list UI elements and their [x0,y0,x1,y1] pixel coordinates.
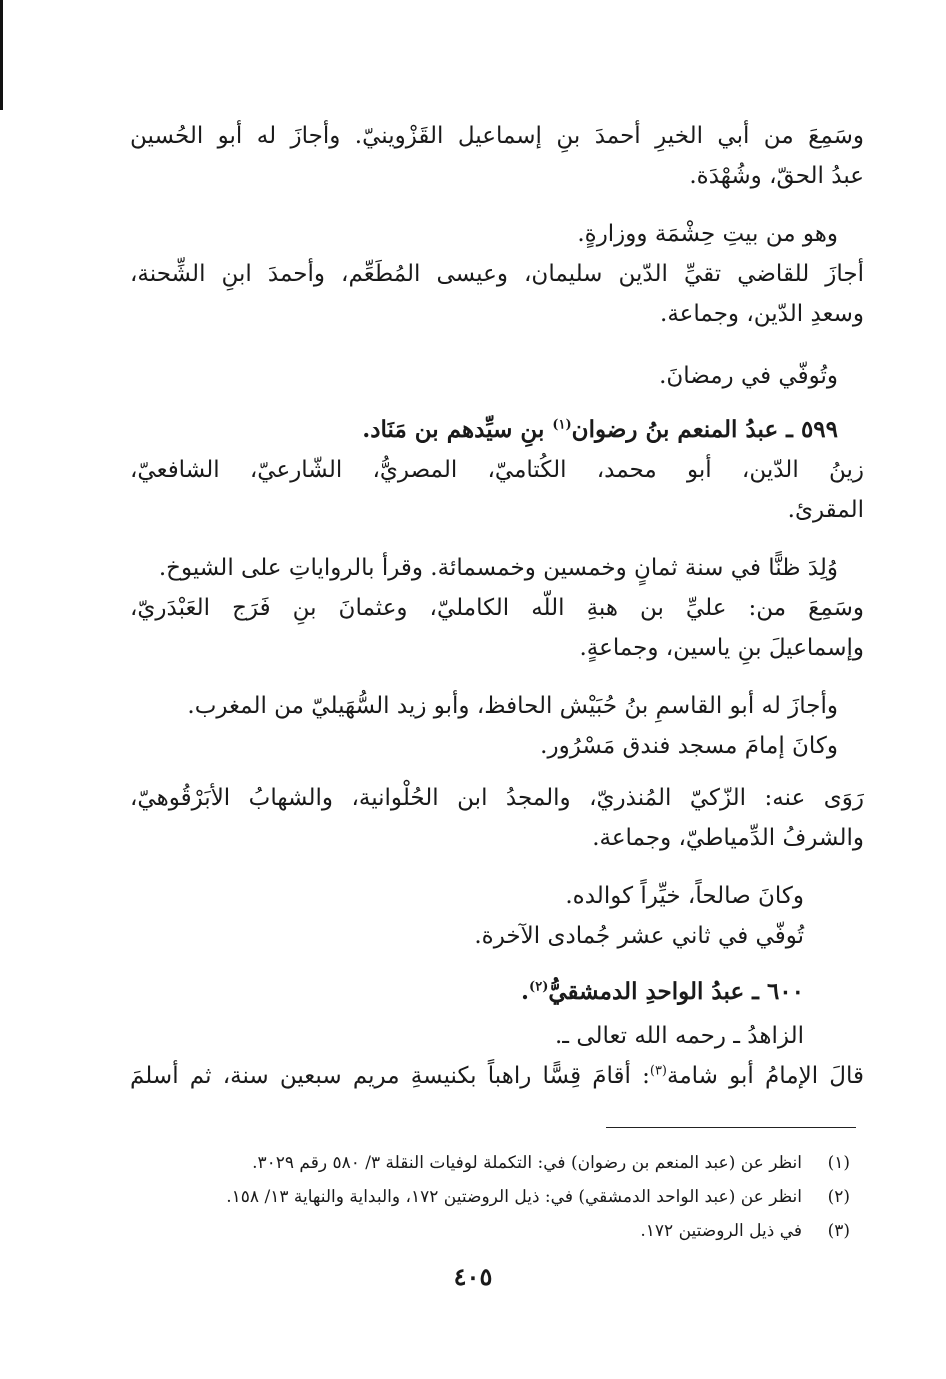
quote-text: : أقامَ قِسًّا راهباً بكنيسةِ مريم سبعين سنة، ثم أسلمَ [130,1063,650,1089]
quote-intro: قالَ الإمامُ أبو شامة [667,1063,864,1089]
paragraph-line: رَوَى عنه: الزّكيّ المُنذريّ، والمجدُ ابن الحُلْوانية، والشهابُ الأبَرْقُوهيّ، [130,785,864,811]
main-text [130,214,864,334]
entry-599-body [130,876,864,956]
footnote-number: (٣) [827,1221,850,1241]
paragraph-line: أجازَ للقاضي تقيِّ الدّين سليمان، وعيسى المُطَعِّم، وأحمدَ ابنِ الشِّحنة، [130,261,864,287]
paragraph-line: زينُ الدّين، أبو محمد، الكُتاميّ، المصريُّ، الشّارعيّ، الشافعيّ، [130,457,864,483]
footnote-item [226,1214,850,1248]
footnote-ref: (٢) [529,979,549,995]
footnote-item [226,1146,850,1180]
footnote-ref: (٣) [649,1063,667,1079]
footnote-divider [606,1127,856,1128]
paragraph-line: وإسماعيلَ بنِ ياسين، وجماعةٍ. [579,635,864,661]
entry-599-body [130,686,864,766]
paragraph-line: تُوفّي في ثاني عشر جُمادى الآخرة. [474,923,804,949]
entry-heading-end: . [521,978,530,1005]
paragraph-line: وكانَ إمامَ مسجد فندق مَسْرُور. [540,733,838,759]
footnotes [226,1146,850,1248]
entry-599 [130,410,864,530]
paragraph-line: وسعدِ الدّين، وجماعة. [660,301,864,327]
entry-599-body [130,548,864,668]
paragraph-line: وأجازَ له أبو القاسمِ بنُ حُبَيْش الحافظ، وأبو زيد السُّهَيليّ من المغرب. [187,693,838,719]
paragraph-line: وتُوفّي في رمضانَ. [659,363,838,389]
page-number: ٤٠٥ [453,1262,493,1291]
footnote-ref: (١) [552,417,572,433]
entry-heading [130,410,864,450]
entry-600 [130,972,864,1096]
footnote-number: (١) [827,1153,850,1173]
paragraph-line: وهو من بيتِ حِشْمَة ووزارةٍ. [577,221,838,247]
footnote-number: (٢) [827,1187,850,1207]
paragraph-line: وسَمِعَ من: عليِّ بن هبةِ اللّه الكامليّ، وعثمانَ بنِ فَرَج العَبْدَريّ، [130,595,864,621]
entry-heading [130,972,864,1012]
paragraph-line: الزاهدُ ـ رحمه الله تعالى ـ. [554,1023,804,1049]
footnote-item [226,1180,850,1214]
main-text [130,116,864,196]
entry-heading-name: ٥٩٩ ـ عبدُ المنعم بنُ رضوان [571,416,838,443]
entry-heading-name: ٦٠٠ ـ عبدُ الواحدِ الدمشقيُّ [548,978,804,1005]
footnote-text: انظر عن (عبد الواحد الدمشقي) في: ذيل الروضتين ١٧٢، والبداية والنهاية ١٣/ ١٥٨. [226,1187,802,1207]
paragraph-line: وُلِدَ ظنًّا في سنة ثمانٍ وخمسين وخمسمائة. وقرأ بالرواياتِ على الشيوخ. [158,555,838,581]
paragraph-line: المقرئ. [787,497,864,523]
paragraph-line: والشرفُ الدِّمياطيّ، وجماعة. [592,825,864,851]
footnote-text: انظر عن (عبد المنعم بن رضوان) في: التكملة لوفيات النقلة ٣/ ٥٨٠ رقم ٣٠٢٩. [252,1153,802,1173]
paragraph-line: وكانَ صالحاً، خيِّراً كوالده. [565,883,804,909]
paragraph-line: وسَمِعَ من أبي الخيرِ أحمدَ بنِ إسماعيل القَزْوينيّ. وأجازَ له أبو الحُسين [130,123,864,149]
main-text [130,356,864,396]
entry-heading-rest: بنِ سيِّدهم بن مَنَاد. [362,416,545,443]
paragraph-line: عبدُ الحقّ، وشُهْدَة. [689,163,864,189]
page-edge-line [0,0,3,110]
entry-599-body [130,778,864,858]
paragraph-line [130,1056,864,1096]
footnote-text: في ذيل الروضتين ١٧٢. [640,1221,802,1241]
